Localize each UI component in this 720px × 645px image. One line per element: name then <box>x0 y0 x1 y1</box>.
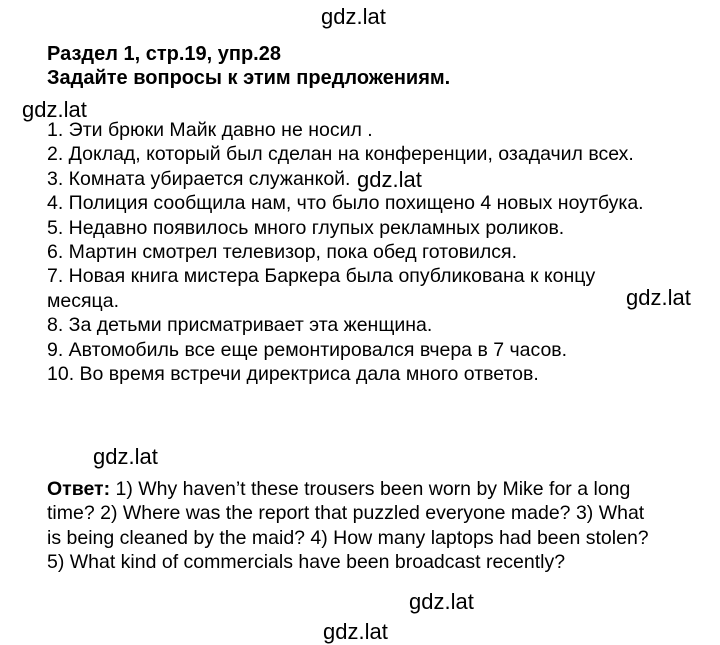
answer-text: 1) Why haven’t these trousers been worn by Mike for a long time? 2) Where was the report that puzzled everyone made? 3) What is being cleaned by the maid? 4) How many laptops had been stolen? 5) What kind of commercials have been broadcast recently? <box>47 478 649 574</box>
sentence-item: 1. Эти брюки Майк давно не носил . <box>47 119 373 141</box>
sentence-item: 2. Доклад, который был сделан на конференции, озадачил всех. <box>47 143 634 166</box>
task-title: Задайте вопросы к этим предложениям. <box>47 67 451 89</box>
watermark: gdz.lat <box>409 589 474 614</box>
sentence-item: 10. Во время встречи директриса дала много ответов. <box>47 363 539 386</box>
sentence-item: 4. Полиция сообщила нам, что было похищено 4 новых ноутбука. <box>47 192 644 215</box>
sentence-item: 7. Новая книга мистера Баркера была опубликована к концу месяца. <box>47 265 596 312</box>
watermark: gdz.lat <box>357 167 422 192</box>
sentence-item: 5. Недавно появилось много глупых рекламных роликов. <box>47 216 565 239</box>
watermark: gdz.lat <box>22 97 87 122</box>
section-title: Раздел 1, стр.19, упр.28 <box>47 43 281 65</box>
sentence-list <box>47 118 647 386</box>
sentence-item: 9. Автомобиль все еще ремонтировался вчера в 7 часов. <box>47 338 568 361</box>
sentence-item: 3. Комната убирается служанкой. <box>47 167 351 190</box>
watermark: gdz.lat <box>321 4 386 29</box>
answer-label: Ответ: <box>47 478 111 500</box>
sentence-item: 8. За детьми присматривает эта женщина. <box>47 314 433 337</box>
watermark: gdz.lat <box>323 619 388 644</box>
watermark: gdz.lat <box>626 285 691 310</box>
answer-block <box>47 477 655 575</box>
watermark: gdz.lat <box>93 444 158 469</box>
sentence-item: 6. Мартин смотрел телевизор, пока обед готовился. <box>47 241 518 264</box>
